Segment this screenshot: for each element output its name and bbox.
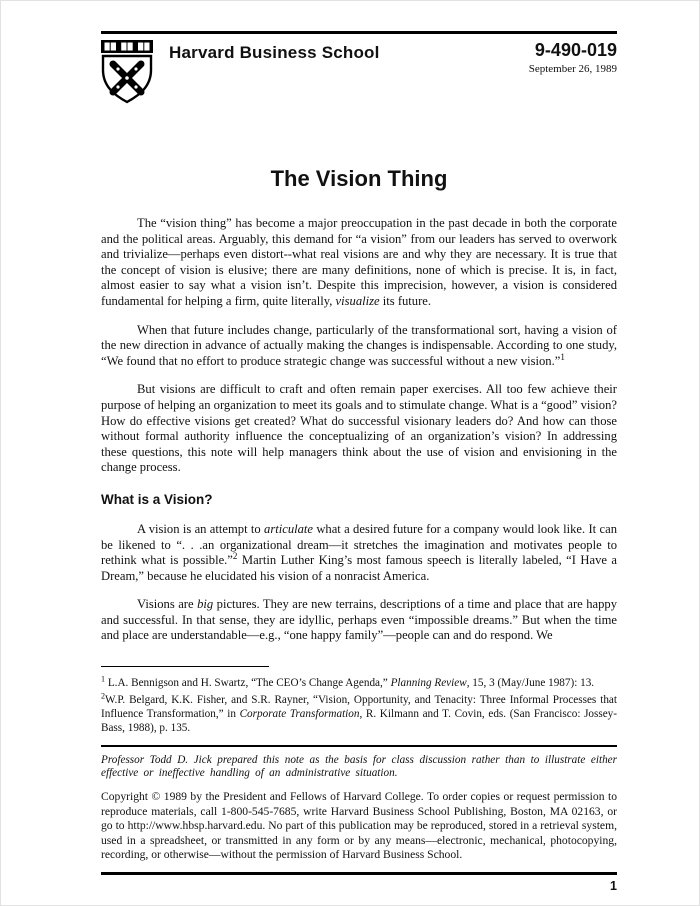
- footnote: $^2$W.P. Belgard, K.K. Fisher, and S.R. Rayner, “Vision, Opportunity, and Tenacity: Three Informal Processes that Influence Transformation,” in Corporate Transformation, R. Kilmann and T. Covin, eds. (San Francisco: Jossey-Bass, 1988), p. 135.: [101, 691, 618, 734]
- document-date: September 26, 1989: [528, 63, 617, 75]
- harvard-shield-icon: [101, 40, 153, 104]
- footnote-divider-rule: [101, 666, 269, 667]
- document-number: 9-490-019: [534, 40, 617, 60]
- document-title: The Vision Thing: [270, 166, 448, 191]
- paragraph: When that future includes change, particularly of the transformational sort, having a vision of the new direction in advance of actually making the changes is indispensable. According to one study, “We found that no effort to produce strategic change was successful without a new vision.”$^1$: [101, 322, 617, 368]
- copyright-notice: Copyright © 1989 by the President and Fellows of Harvard College. To order copies or request permission to reproduce materials, call 1-800-545-7685, write Harvard Business School Publishing, Boston, MA 02163, or go to http://www.hbsp.harvard.edu. No part of this publication may be reproduced, stored in a retrieval system, used in a spreadsheet, or transmitted in any form or by any means—electronic, mechanical, photocopying, recording, or otherwise—without the permission of Harvard Business School.: [101, 790, 617, 862]
- paragraph: But visions are difficult to craft and often remain paper exercises. All too few achieve their purpose of helping an organization to meet its goals and to stimulate change. What is a “good” vision? How do effective visions get created? What do successful visionary leaders do? And how can those without formal authority influence the conceptualizing of an organization’s vision? In addressing these questions, this note will help managers think about the use of vision and envisioning in the change process.: [101, 382, 617, 475]
- page-number: 1: [610, 879, 617, 893]
- paragraph: A vision is an attempt to articulate what a desired future for a company would look like. It can be likened to “. . .an organizational dream—it stretches the imagination and motivates people to rethink what is possible.”$^2$ Martin Luther King’s most famous speech is literally labeled, “I Have a Dream,” because he elucidated his vision of a nonracist America.: [101, 521, 617, 583]
- section-heading: What is a Vision?: [101, 491, 213, 507]
- header-right: [529, 40, 617, 75]
- document-body: [101, 216, 617, 657]
- bottom-rule: [101, 872, 617, 875]
- paragraph: The “vision thing” has become a major preoccupation in the past decade in both the corporate and the political areas. Arguably, this demand for “a vision” from our leaders has served to overwork and trivialize—perhaps even distort--what real visions are and why they are necessary. It is true that the concept of vision is elusive; there are many definitions, none of which is precise. It is, in fact, almost easier to say what a vision isn’t. Despite this imprecision, however, a vision is considered fundamental for helping a firm, quite literally, visualize its future.: [101, 216, 617, 308]
- page-footer: [101, 666, 617, 893]
- footnote: $^1$ L.A. Bennigson and H. Swartz, “The CEO’s Change Agenda,” Planning Review, 15, 3 (May/June 1987): 13.: [101, 674, 595, 690]
- header-left: [101, 40, 380, 104]
- school-name: Harvard Business School: [169, 43, 380, 62]
- header-rule: [101, 31, 617, 34]
- page-header: [101, 40, 617, 108]
- professor-note: Professor Todd D. Jick prepared this note as the basis for class discussion rather than to illustrate either effective or ineffective handling of an administrative situation.: [101, 753, 617, 780]
- note-divider-rule: [101, 745, 617, 747]
- paragraph: Visions are big pictures. They are new terrains, descriptions of a time and place that are happy and successful. In that sense, they are idyllic, perhaps even “impossible dreams.” But when the time and place are understandable—e.g., “one happy family”—people can and do respond. We: [101, 597, 617, 643]
